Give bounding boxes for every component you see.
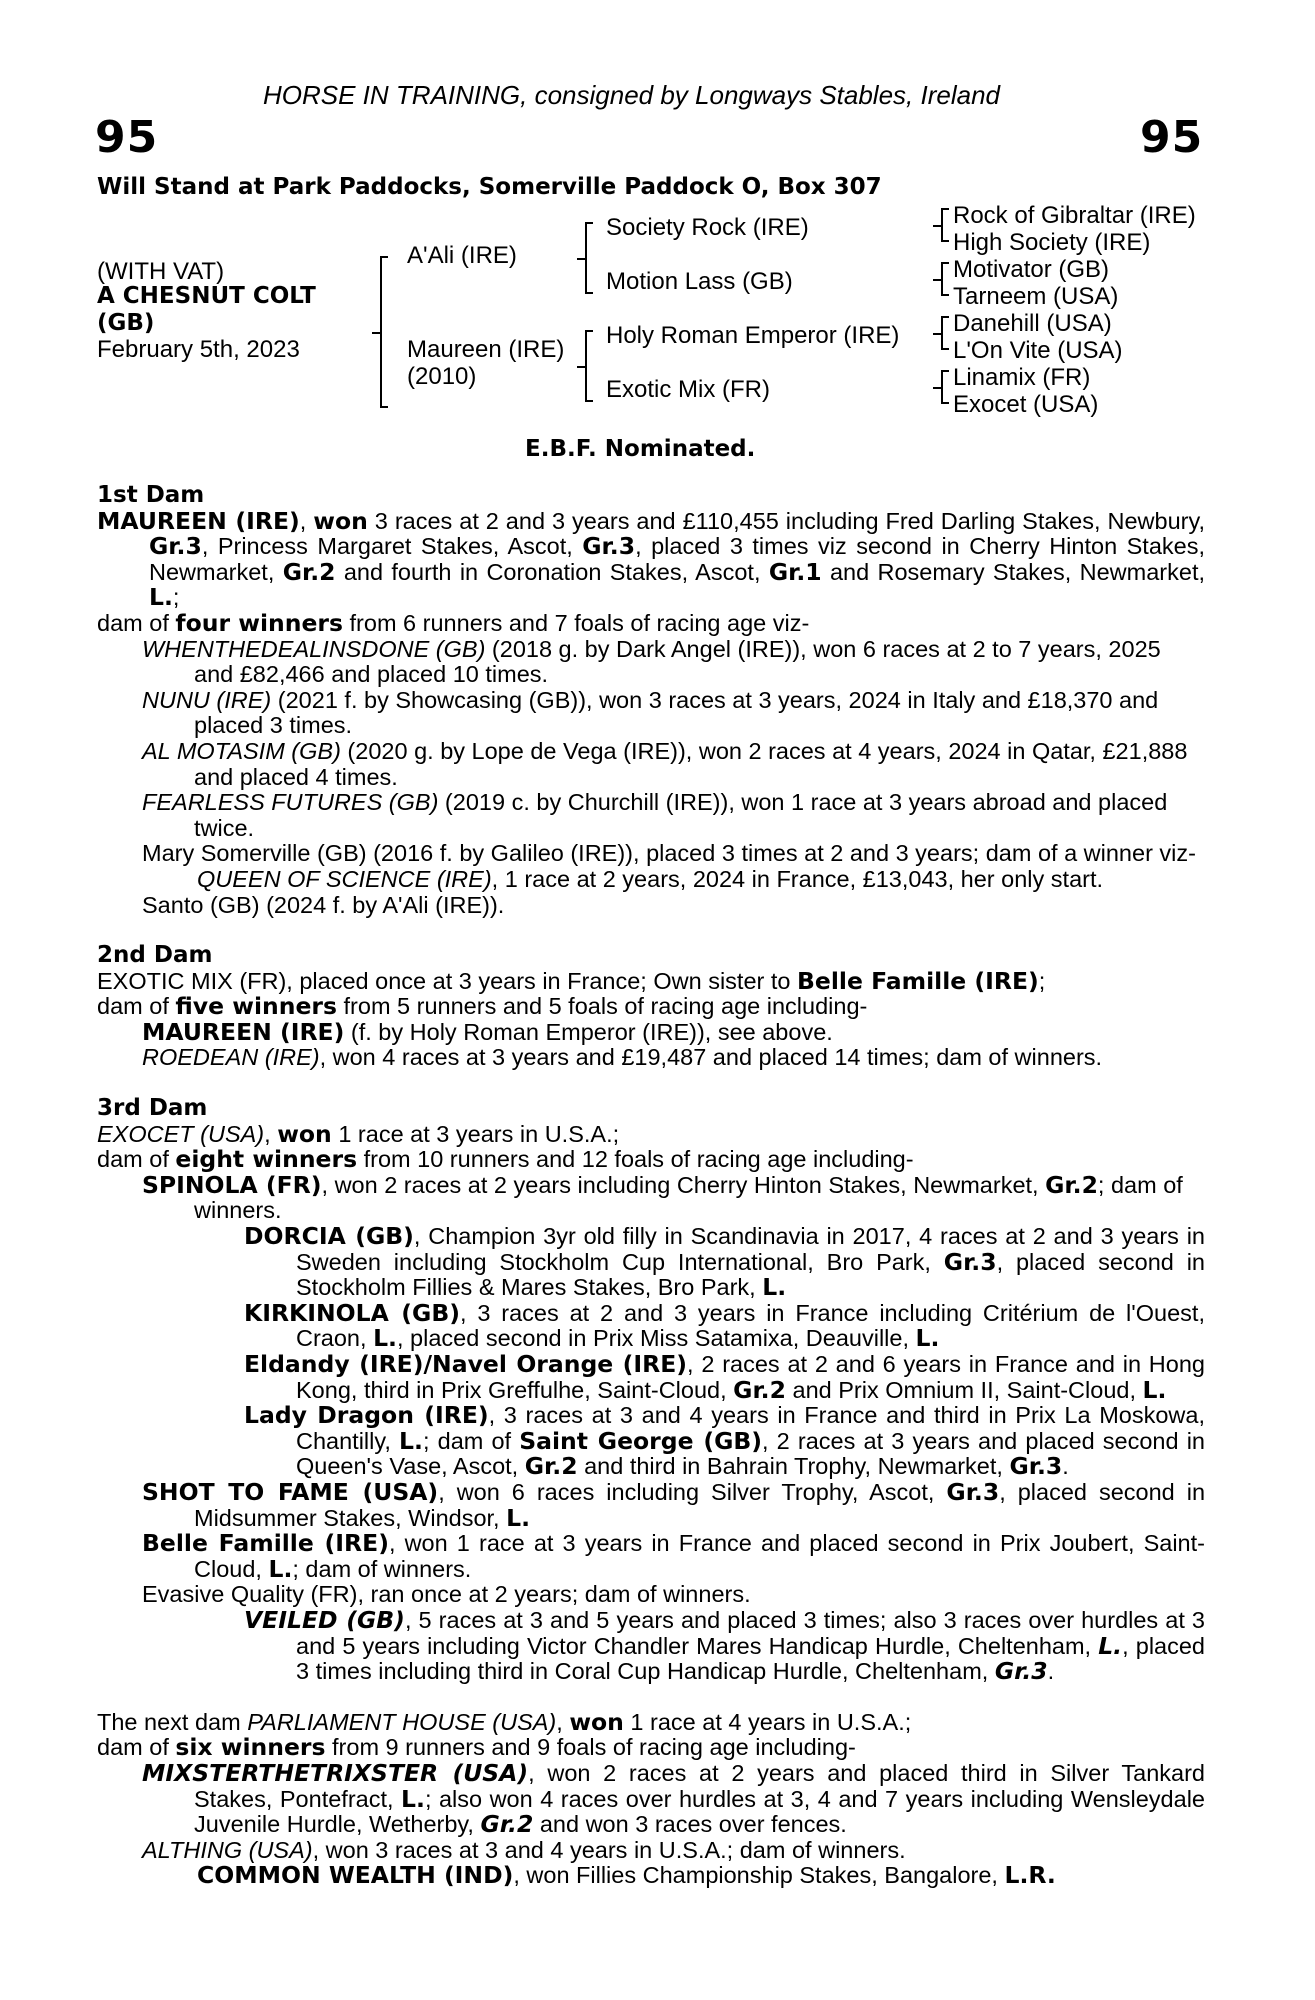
ebf-nomination: E.B.F. Nominated.	[525, 436, 756, 462]
stand-location: Will Stand at Park Paddocks, Somerville Paddock O, Box 307	[97, 174, 882, 200]
shot-to-fame-entry: SHOT TO FAME (USA), won 6 races including Silver Trophy, Ascot, Gr.3, placed second in Midsummer Stakes, Windsor, L.	[142, 1477, 1206, 1532]
common-wealth-entry: COMMON WEALTH (IND), won Fillies Championship Stakes, Bangalore, L.R.	[197, 1861, 1056, 1890]
pedigree-brace-ds	[941, 316, 943, 350]
althing-entry: ALTHING (USA), won 3 races at 3 and 4 years in U.S.A.; dam of winners.	[142, 1836, 906, 1863]
pedigree-sds: Motivator (GB)	[953, 256, 1110, 283]
belle-famille-entry: Belle Famille (IRE), won 1 race at 3 years in France and placed second in Prix Joubert, Saint-Cloud, L.; dam of winners.	[142, 1529, 1205, 1583]
lot-number-right: 95	[1140, 112, 1204, 163]
next-dam-entry: The next dam PARLIAMENT HOUSE (USA), won 1 race at 4 years in U.S.A.;	[97, 1707, 912, 1736]
produce-2: NUNU (IRE) (2021 f. by Showcasing (GB)), won 3 races at 3 years, 2024 in Italy and £18,370 and placed 3 times.	[142, 686, 1159, 739]
second-dam-produce: dam of five winners from 5 runners and 5 foals of racing age including-	[97, 992, 868, 1021]
pedigree-brace-ss	[941, 208, 943, 242]
pedigree-brace-dd	[941, 370, 943, 404]
produce-5-winner: QUEEN OF SCIENCE (IRE), 1 race at 2 years, 2024 in France, £13,043, her only start.	[197, 865, 1104, 892]
first-dam-produce: dam of four winners from 6 runners and 7 foals of racing age viz-	[97, 608, 810, 637]
pedigree-sdd: Tarneem (USA)	[953, 283, 1119, 310]
pedigree-sire-dam: Motion Lass (GB)	[606, 268, 793, 295]
pedigree-dam: Maureen (IRE)	[407, 336, 565, 363]
section-third-dam: 3rd Dam	[97, 1095, 208, 1122]
eldandy-entry: Eldandy (IRE)/Navel Orange (IRE), 2 races at 2 and 6 years in France and in Hong Kong, third in Prix Greffulhe, Saint-Cloud, Gr.2 and Prix Omnium II, Saint-Cloud, L.	[244, 1350, 1205, 1404]
pedigree-dam-sire: Holy Roman Emperor (IRE)	[606, 322, 900, 349]
dorcia-entry: DORCIA (GB), Champion 3yr old filly in Scandinavia in 2017, 4 races at 2 and 3 years in Sweden including Stockholm Cup International, Bro Park, Gr.3, placed second in Stockholm Fillies & Mares Stakes, Bro Park, L.	[244, 1222, 1206, 1302]
pedigree-sire-sire: Society Rock (IRE)	[606, 214, 809, 241]
pedigree-ddd: Exocet (USA)	[953, 391, 1099, 418]
second-dam-produce-1: MAUREEN (IRE) (f. by Holy Roman Emperor (IRE)), see above.	[142, 1017, 833, 1046]
produce-1: WHENTHEDEALINSDONE (GB) (2018 g. by Dark Angel (IRE)), won 6 races at 2 to 7 years, 2025 and £82,466 and placed 10 times.	[142, 635, 1161, 688]
pedigree-dsd: L'On Vite (USA)	[953, 337, 1123, 364]
section-second-dam: 2nd Dam	[97, 942, 213, 969]
pedigree-dss: Danehill (USA)	[953, 310, 1112, 337]
produce-4: FEARLESS FUTURES (GB) (2019 c. by Churchill (IRE)), won 1 race at 3 years abroad and placed twice.	[142, 789, 1168, 841]
evasive-quality-entry: Evasive Quality (FR), ran once at 2 years; dam of winners.	[142, 1581, 751, 1608]
produce-3: AL MOTASIM (GB) (2020 g. by Lope de Vega (IRE)), won 2 races at 4 years, 2024 in Qatar, £21,888 and placed 4 times.	[142, 737, 1188, 790]
next-dam-produce: dam of six winners from 9 runners and 9 foals of racing age including-	[97, 1733, 856, 1762]
pedigree-dam-year: (2010)	[407, 363, 477, 390]
pedigree-sss: Rock of Gibraltar (IRE)	[953, 202, 1196, 229]
veiled-entry: VEILED (GB), 5 races at 3 and 5 years and placed 3 times; also 3 races over hurdles at 3 and 5 years including Victor Chandler Mares Handicap Hurdle, Cheltenham, L., placed 3 times including third in Coral Cup Handicap Hurdle, Cheltenham, Gr.3.	[244, 1605, 1205, 1686]
pedigree-dds: Linamix (FR)	[953, 364, 1091, 391]
spinola-entry: SPINOLA (FR), won 2 races at 2 years including Cherry Hinton Stakes, Newmarket, Gr.2; dam of winners.	[142, 1170, 1183, 1224]
lot-number-left: 95	[95, 112, 159, 163]
second-dam-produce-2: ROEDEAN (IRE), won 4 races at 3 years and £19,487 and placed 14 times; dam of winners.	[142, 1044, 1103, 1071]
produce-6: Santo (GB) (2024 f. by A'Ali (IRE)).	[142, 891, 505, 918]
pedigree-dam-dam: Exotic Mix (FR)	[606, 376, 770, 403]
produce-5: Mary Somerville (GB) (2016 f. by Galileo (IRE)), placed 3 times at 2 and 3 years; dam of a winner viz-	[142, 840, 1196, 867]
consignment-heading: HORSE IN TRAINING, consigned by Longways Stables, Ireland	[263, 80, 1000, 110]
catalogue-body	[97, 483, 1205, 1889]
pedigree-brace-main	[380, 256, 382, 408]
second-dam-entry: EXOTIC MIX (FR), placed once at 3 years in France; Own sister to Belle Famille (IRE);	[97, 966, 1046, 995]
pedigree-sire: A'Ali (IRE)	[407, 242, 517, 269]
pedigree-ssd: High Society (IRE)	[953, 229, 1151, 256]
horse-name: A CHESNUT COLT	[97, 283, 316, 309]
first-dam-entry: MAUREEN (IRE), won 3 races at 2 and 3 years and £110,455 including Fred Darling Stakes, Newbury, Gr.3, Princess Margaret Stakes, Ascot, Gr.3, placed 3 times viz second in Cherry Hinton Stakes, Newmarket, Gr.2 and fourth in Coronation Stakes, Ascot, Gr.1 and Rosemary Stakes, Newmarket, L.;	[97, 506, 1205, 612]
pedigree-brace-sire	[585, 222, 587, 294]
lady-dragon-entry: Lady Dragon (IRE), 3 races at 3 and 4 years in France and third in Prix La Moskowa, Chantilly, L.; dam of Saint George (GB), 2 races at 3 years and placed second in Queen's Vase, Ascot, Gr.2 and third in Bahrain Trophy, Newmarket, Gr.3.	[244, 1401, 1206, 1481]
foaling-date: February 5th, 2023	[97, 336, 300, 363]
kirkinola-entry: KIRKINOLA (GB), 3 races at 2 and 3 years in France including Critérium de l'Ouest, Craon, L., placed second in Prix Miss Satamixa, Deauville, L.	[244, 1298, 1205, 1353]
mixsterthetrixster-entry: MIXSTERTHETRIXSTER (USA), won 2 races at 2 years and placed third in Silver Tankard Stakes, Pontefract, L.; also won 4 races over hurdles at 3, 4 and 7 years including Wensleydale Juvenile Hurdle, Wetherby, Gr.2 and won 3 races over fences.	[142, 1758, 1206, 1839]
section-first-dam: 1st Dam	[97, 482, 205, 508]
pedigree-brace-dam	[585, 330, 587, 402]
vat-note: (WITH VAT)	[97, 258, 225, 285]
horse-country: (GB)	[97, 310, 155, 336]
third-dam-produce: dam of eight winners from 10 runners and 12 foals of racing age including-	[97, 1145, 914, 1174]
pedigree-brace-sd	[941, 262, 943, 296]
third-dam-entry: EXOCET (USA), won 1 race at 3 years in U.S.A.;	[97, 1119, 620, 1148]
